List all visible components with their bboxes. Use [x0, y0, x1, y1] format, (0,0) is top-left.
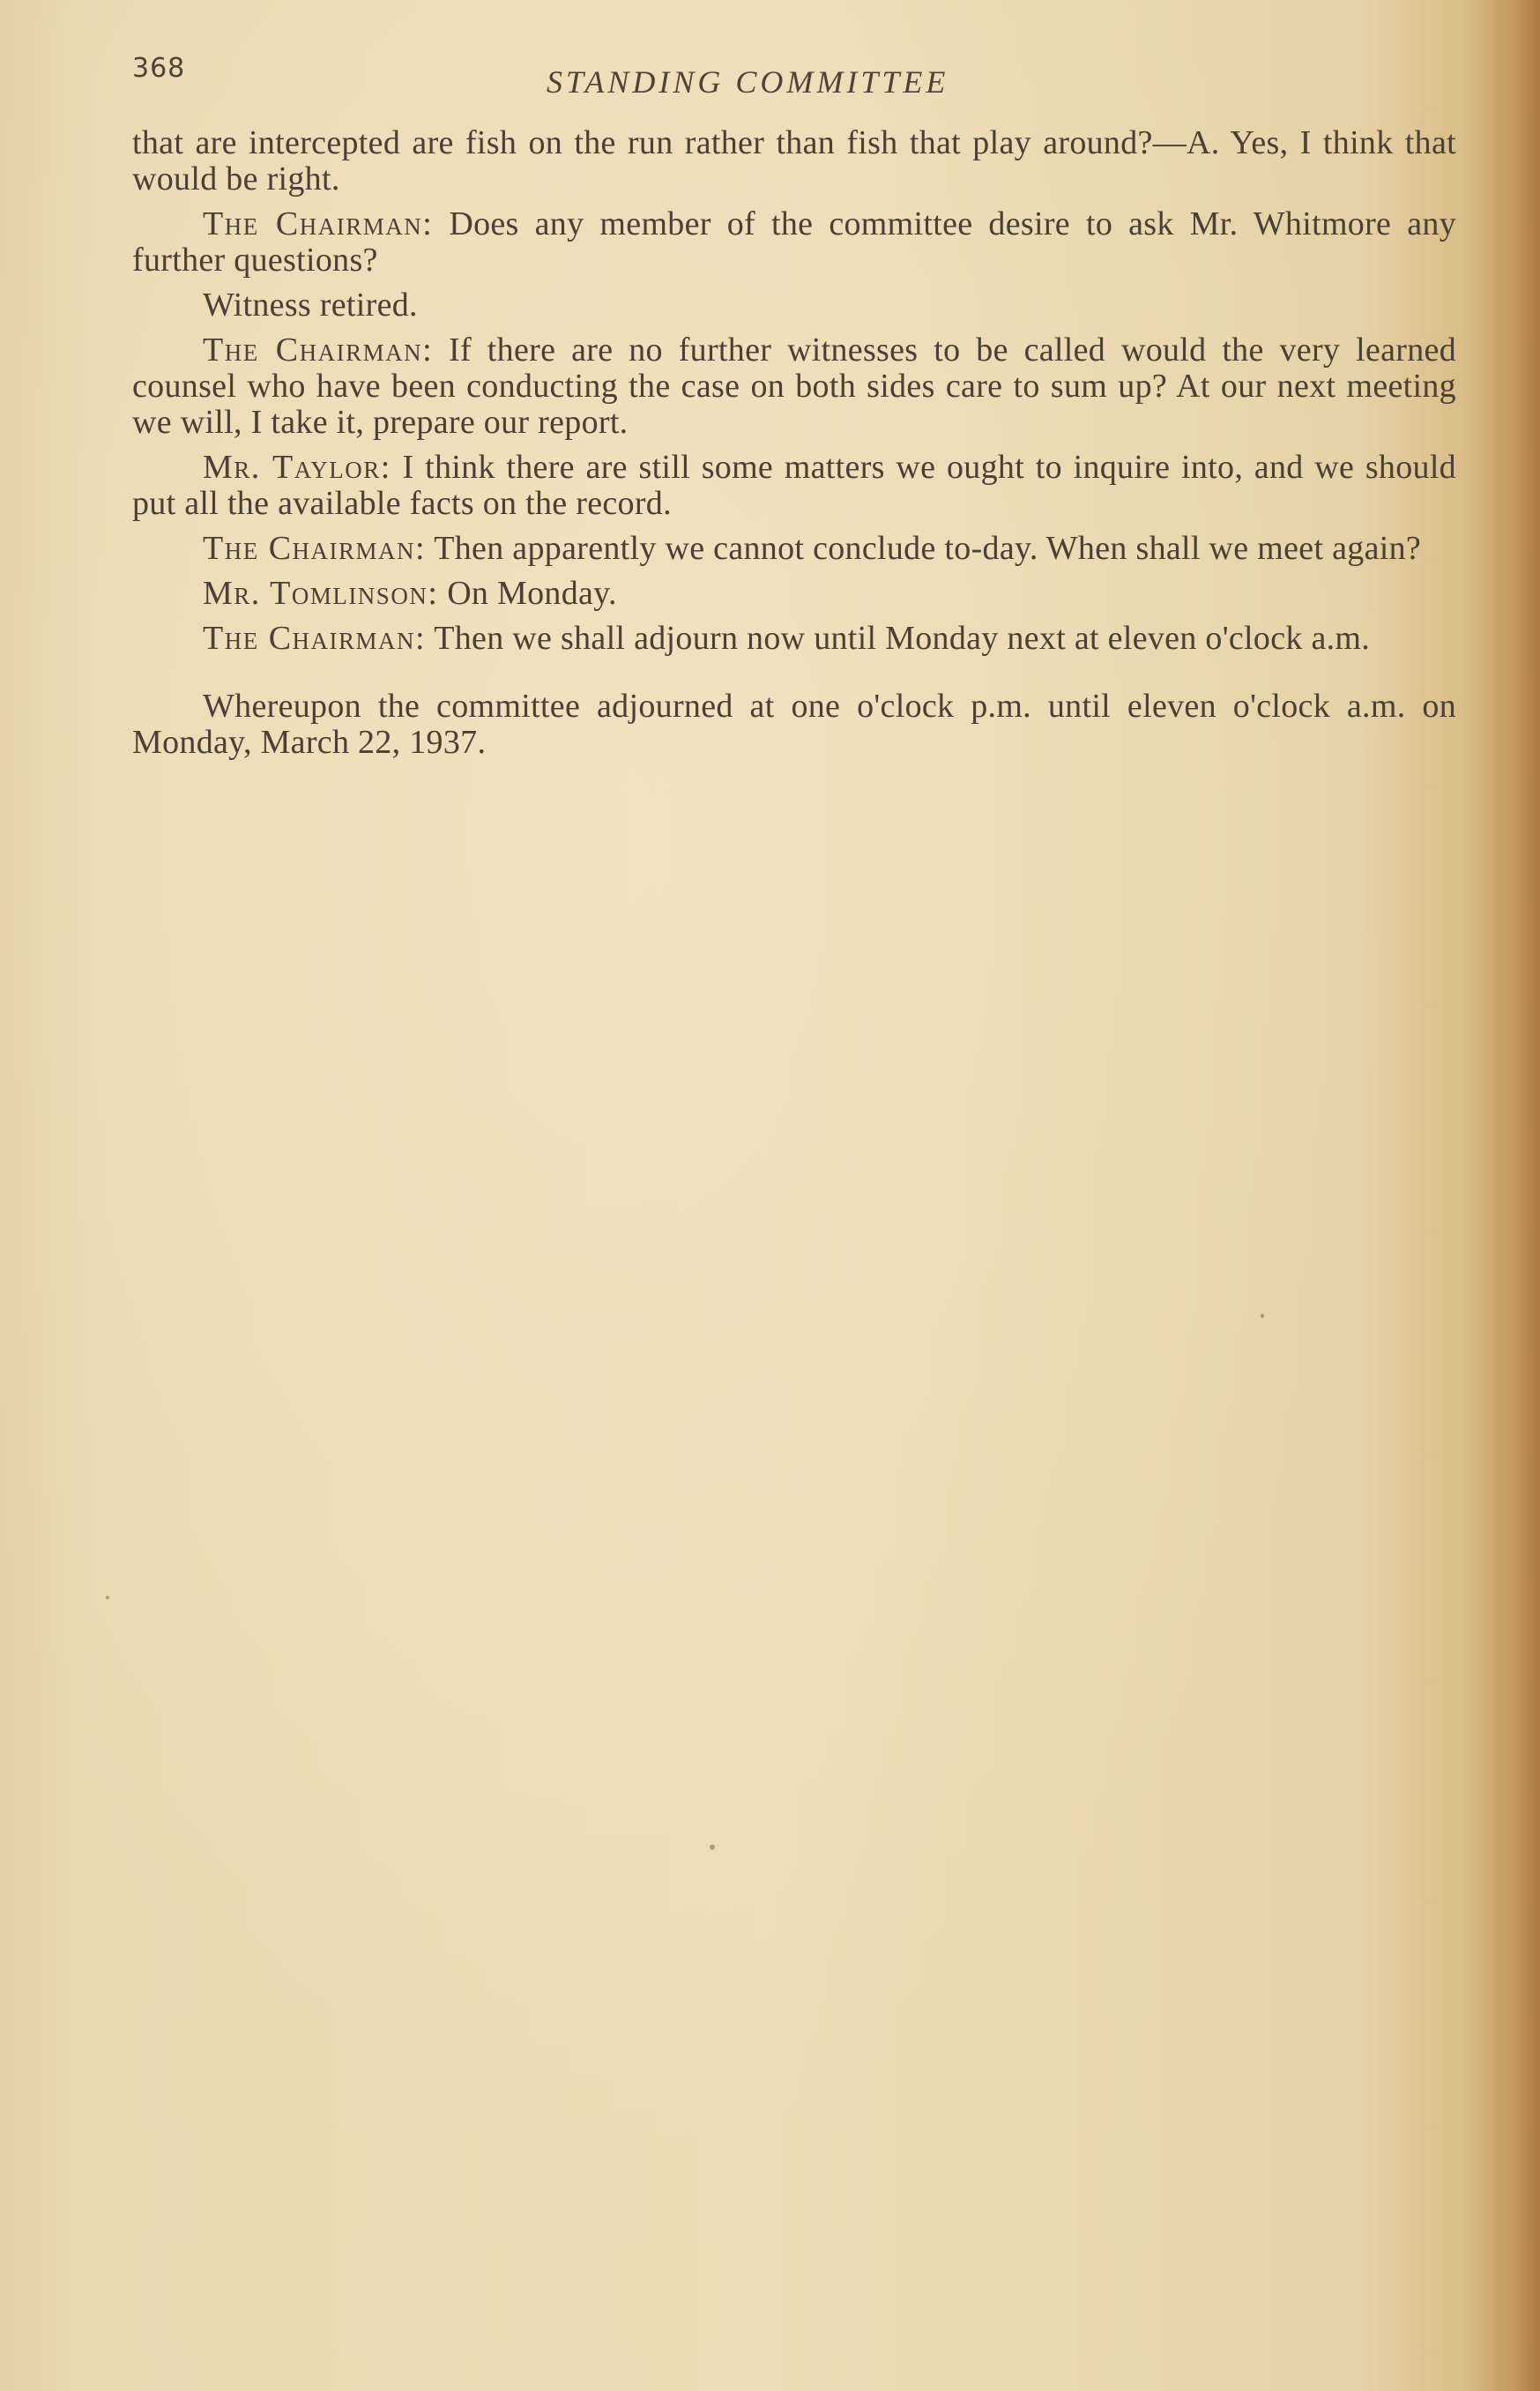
paper-speck	[106, 1596, 109, 1599]
paragraph-text: Whereupon the committee adjourned at one o'clock p.m. until eleven o'clock a.m. on Monday, March 22, 1937.	[132, 688, 1456, 761]
speaker-name: The Chairman:	[203, 530, 427, 567]
paragraph-chairman-adjourn	[132, 621, 1456, 657]
paragraph-text: Then we shall adjourn now until Monday next at eleven o'clock a.m.	[426, 620, 1371, 657]
speaker-name: Mr. Taylor:	[203, 449, 391, 486]
speaker-name: The Chairman:	[203, 205, 434, 242]
speaker-name: The Chairman:	[203, 331, 434, 369]
paragraph-text: that are intercepted are fish on the run rather than fish that play around?—A. Yes, I think that would be right.	[132, 124, 1456, 197]
paragraph-text: Does any member of the committee desire to ask Mr. Whitmore any further questions?	[132, 205, 1456, 279]
page-number: 368	[132, 53, 186, 84]
page-edge-shading	[1478, 0, 1540, 2391]
paragraph-tomlinson	[132, 576, 1456, 612]
paragraph-witness-retired	[132, 287, 1456, 324]
paragraph-continuation	[132, 125, 1456, 197]
paragraph-text: On Monday.	[438, 575, 617, 612]
paragraph-text: Witness retired.	[203, 287, 418, 324]
paragraph-chairman-meet-again	[132, 531, 1456, 567]
speaker-name: The Chairman:	[203, 620, 427, 657]
speaker-name: Mr. Tomlinson:	[203, 575, 439, 612]
paragraph-text: Then apparently we cannot conclude to-day. When shall we meet again?	[426, 530, 1422, 567]
paper-speck	[1261, 1314, 1264, 1318]
paragraph-text: I think there are still some matters we ought to inquire into, and we should put all the available facts on the record.	[132, 449, 1456, 522]
body-text	[132, 125, 1456, 770]
paragraph-taylor	[132, 450, 1456, 522]
paragraph-text: If there are no further witnesses to be called would the very learned counsel who have been conducting the case on both sides care to sum up? At our next meeting we will, I take it, prepare our report.	[132, 331, 1456, 441]
paragraph-chairman-sum-up	[132, 332, 1456, 441]
running-head: STANDING COMMITTEE	[547, 64, 949, 100]
paragraph-chairman-question	[132, 206, 1456, 279]
paper-speck	[710, 1844, 715, 1850]
paragraph-adjournment-note	[132, 689, 1456, 761]
